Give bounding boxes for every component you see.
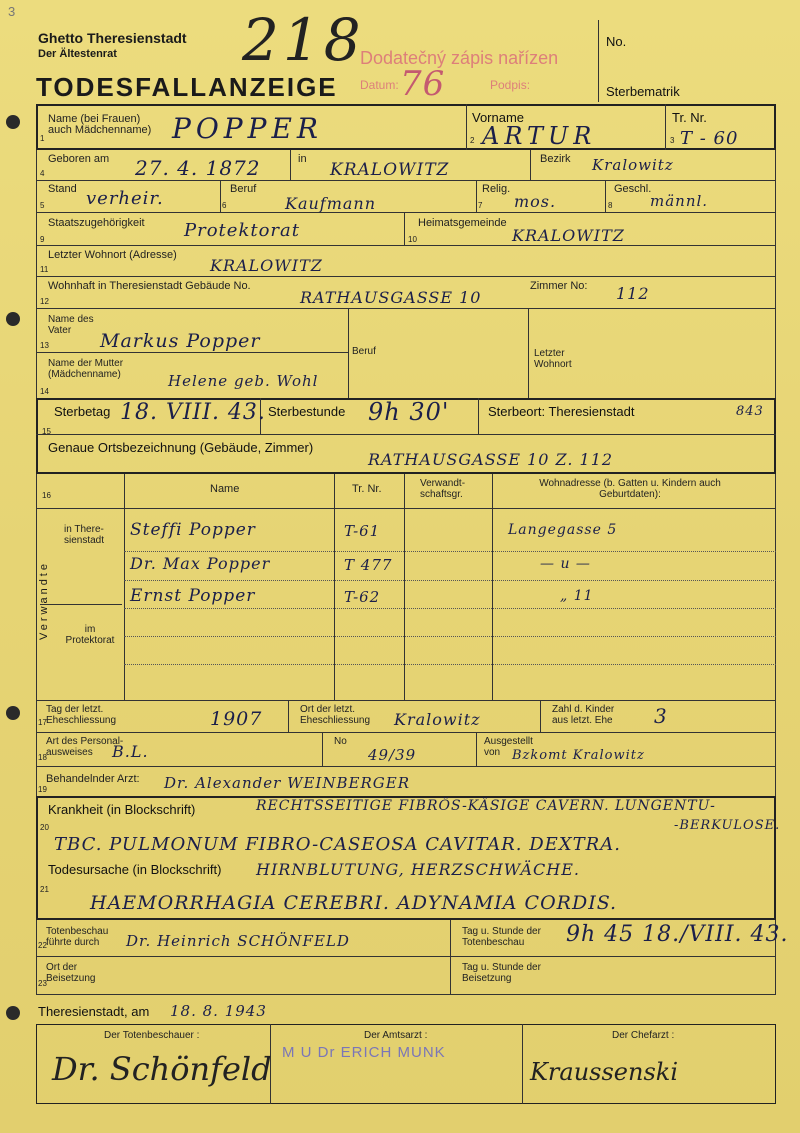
bezirk-value: Kralowitz bbox=[592, 156, 674, 174]
relative-trnr-1: T-61 bbox=[344, 522, 381, 540]
sterbetag-value: 18. VIII. 43. bbox=[120, 400, 266, 425]
krankheit-num: 20 bbox=[40, 823, 49, 832]
relative-name-1: Steffi Popper bbox=[130, 520, 256, 540]
handwritten-number: 218 bbox=[242, 6, 365, 74]
ehe-ort-value: Kralowitz bbox=[394, 710, 481, 729]
sterbeort-value: 843 bbox=[736, 404, 764, 419]
vater-num: 13 bbox=[40, 341, 49, 350]
chefarzt-signature: Kraussenski bbox=[530, 1058, 678, 1086]
ehe-tag-label: Tag der letzt. Eheschliessung bbox=[46, 704, 117, 726]
sterbestunde-value: 9h 30' bbox=[368, 398, 450, 426]
col-verw: Verwandt-schaftsgr. bbox=[420, 478, 466, 500]
stamp-datum-value: 76 bbox=[400, 64, 446, 104]
name-num: 1 bbox=[40, 134, 45, 143]
arzt-num: 19 bbox=[38, 785, 47, 794]
sterbematrik-label: Sterbematrik bbox=[606, 84, 680, 99]
staat-num: 9 bbox=[40, 235, 45, 244]
wohnort-value: KRALOWITZ bbox=[210, 256, 323, 275]
kinder-label: Zahl d. Kinder aus letzt. Ehe bbox=[552, 704, 615, 726]
totenbeschauer-signature: Dr. Schönfeld bbox=[52, 1050, 272, 1088]
sterbetag-label: Sterbetag bbox=[54, 404, 111, 419]
totenbeschau-label: Totenbeschau führte durch bbox=[46, 926, 109, 948]
im-protektorat-label: im Protektorat bbox=[65, 624, 115, 646]
beisetzung-num: 23 bbox=[38, 979, 47, 988]
todesursache-label: Todesursache (in Blockschrift) bbox=[48, 862, 222, 877]
bezirk-label: Bezirk bbox=[540, 153, 571, 165]
heimat-num: 10 bbox=[408, 235, 417, 244]
krankheit-line-1: RECHTSSEITIGE FIBRÖS-KÄSIGE CAVERN. LUNGENTU- bbox=[256, 798, 716, 814]
ausweis-num: 18 bbox=[38, 753, 47, 762]
geschl-label: Geschl. bbox=[614, 183, 652, 195]
sterbeort-label: Sterbeort: Theresienstadt bbox=[488, 404, 635, 419]
stamp-podpis-label: Podpis: bbox=[490, 78, 531, 92]
col-trnr: Tr. Nr. bbox=[352, 483, 382, 495]
col-wohn: Wohnadresse (b. Gatten u. Kindern auch Geburtdaten): bbox=[539, 478, 721, 500]
staat-value: Protektorat bbox=[184, 220, 300, 241]
stamp-datum-label: Datum: bbox=[360, 78, 399, 92]
todesursache-num: 21 bbox=[40, 885, 49, 894]
name-label: Name (bei Frauen) auch Mädchenname) bbox=[48, 113, 152, 136]
parents-wohnort-label: Letzter Wohnort bbox=[534, 348, 572, 370]
wohnort-num: 11 bbox=[40, 265, 49, 274]
relig-value: mos. bbox=[514, 192, 557, 211]
col-name: Name bbox=[210, 483, 240, 495]
beisetzung-tag-label: Tag u. Stunde der Beisetzung bbox=[462, 962, 541, 984]
zimmer-label: Zimmer No: bbox=[530, 280, 588, 292]
arzt-label: Behandelnder Arzt: bbox=[46, 773, 140, 785]
kinder-value: 3 bbox=[654, 704, 668, 728]
ort-num: 15 bbox=[42, 427, 51, 436]
trnr-num: 3 bbox=[670, 136, 675, 145]
amtsarzt-label: Der Amtsarzt : bbox=[364, 1030, 428, 1041]
heimat-label: Heimatsgemeinde bbox=[418, 217, 507, 229]
beruf-label: Beruf bbox=[230, 183, 257, 195]
wohnhaft-num: 12 bbox=[40, 297, 49, 306]
stand-label: Stand bbox=[48, 183, 77, 195]
ausgestellt-label: Ausgestellt von bbox=[484, 736, 533, 758]
ehe-tag-value: 1907 bbox=[210, 708, 263, 730]
krankheit-line-1b: -BERKULOSE. bbox=[674, 818, 781, 833]
ausgestellt-value: Bzkomt Kralowitz bbox=[512, 748, 645, 763]
wohnhaft-value: RATHAUSGASSE 10 bbox=[300, 288, 482, 307]
mutter-num: 14 bbox=[40, 387, 49, 396]
punch-hole bbox=[6, 706, 20, 720]
beruf-value: Kaufmann bbox=[285, 194, 377, 213]
relative-name-3: Ernst Popper bbox=[130, 586, 256, 606]
beruf-num: 6 bbox=[222, 201, 227, 210]
punch-hole bbox=[6, 115, 20, 129]
relative-name-2: Dr. Max Popper bbox=[130, 554, 271, 573]
relatives-num: 16 bbox=[42, 491, 51, 500]
ausweis-art-label: Art des Personal-ausweises bbox=[46, 736, 124, 758]
stamp-text: Dodatečný zápis nařízen bbox=[360, 48, 559, 68]
trnr-value: T - 60 bbox=[680, 128, 739, 149]
mutter-label: Name der Mutter (Mädchenname) bbox=[48, 358, 124, 380]
vater-value: Markus Popper bbox=[100, 330, 261, 352]
verwandte-side-label: Verwandte bbox=[38, 561, 50, 640]
zimmer-value: 112 bbox=[616, 284, 650, 303]
totenbeschau-value: Dr. Heinrich SCHÖNFELD bbox=[126, 932, 350, 950]
relig-num: 7 bbox=[478, 201, 483, 210]
form-title: TODESFALLANZEIGE bbox=[36, 72, 338, 102]
ehe-tag-num: 17 bbox=[38, 718, 47, 727]
geboren-value: 27. 4. 1872 bbox=[135, 156, 261, 180]
todesursache-line-1: HIRNBLUTUNG, HERZSCHWÄCHE. bbox=[256, 860, 580, 879]
org-line-2: Der Ältestenrat bbox=[38, 48, 117, 60]
totenbeschau-tag-label: Tag u. Stunde der Totenbeschau bbox=[462, 926, 541, 948]
vorname-value: ARTUR bbox=[482, 122, 597, 150]
trnr-label: Tr. Nr. bbox=[672, 110, 707, 125]
relig-label: Relig. bbox=[482, 183, 511, 195]
wohnort-label: Letzter Wohnort (Adresse) bbox=[48, 249, 177, 261]
sterbestunde-label: Sterbestunde bbox=[268, 404, 346, 419]
place-date-label: Theresienstadt, am bbox=[38, 1004, 150, 1019]
stand-num: 5 bbox=[40, 201, 45, 210]
krankheit-line-2: TBC. PULMONUM FIBRO-CASEOSA CAVITAR. DEXTRA. bbox=[54, 834, 621, 855]
beisetzung-ort-label: Ort der Beisetzung bbox=[46, 962, 96, 984]
relative-wohn-1: Langegasse 5 bbox=[508, 522, 618, 538]
relative-trnr-3: T-62 bbox=[344, 588, 381, 606]
name-value: POPPER bbox=[172, 112, 323, 145]
ort-value: RATHAUSGASSE 10 Z. 112 bbox=[368, 450, 614, 469]
todesursache-line-2: HAEMORRHAGIA CEREBRI. ADYNAMIA CORDIS. bbox=[90, 892, 618, 914]
vorname-num: 2 bbox=[470, 136, 475, 145]
staat-label: Staatszugehörigkeit bbox=[48, 217, 145, 229]
amtsarzt-stamp: M U Dr ERICH MUNK bbox=[282, 1044, 446, 1061]
krankheit-label: Krankheit (in Blockschrift) bbox=[48, 802, 196, 817]
stand-value: verheir. bbox=[86, 188, 164, 209]
totenbeschauer-label: Der Totenbeschauer : bbox=[104, 1030, 200, 1041]
chefarzt-label: Der Chefarzt : bbox=[612, 1030, 675, 1041]
parents-beruf-label: Beruf bbox=[352, 346, 376, 357]
ehe-ort-label: Ort der letzt. Eheschliessung bbox=[300, 704, 371, 726]
punch-hole bbox=[6, 312, 20, 326]
ausweis-no-label: No bbox=[334, 736, 347, 747]
geschl-num: 8 bbox=[608, 201, 613, 210]
relative-wohn-3: „ 11 bbox=[560, 588, 594, 604]
totenbeschau-num: 22 bbox=[38, 941, 47, 950]
relative-wohn-2: — u — bbox=[540, 556, 591, 572]
in-value: KRALOWITZ bbox=[330, 160, 450, 180]
geboren-label: Geboren am bbox=[48, 153, 110, 165]
geschl-value: männl. bbox=[650, 192, 709, 210]
in-label: in bbox=[298, 153, 307, 165]
corner-number: 3 bbox=[8, 4, 16, 19]
punch-hole bbox=[6, 1006, 20, 1020]
wohnhaft-label: Wohnhaft in Theresienstadt Gebäude No. bbox=[48, 280, 251, 292]
arzt-value: Dr. Alexander WEINBERGER bbox=[164, 774, 410, 792]
ausweis-no-value: 49/39 bbox=[368, 746, 417, 764]
org-line-1: Ghetto Theresienstadt bbox=[38, 30, 187, 46]
vater-label: Name des Vater bbox=[48, 314, 94, 336]
heimat-value: KRALOWITZ bbox=[512, 226, 625, 245]
in-theresienstadt-label: in There-sienstadt bbox=[64, 524, 105, 546]
vorname-label: Vorname bbox=[472, 110, 525, 125]
geboren-num: 4 bbox=[40, 169, 45, 178]
place-date-value: 18. 8. 1943 bbox=[170, 1002, 267, 1020]
totenbeschau-tag-value: 9h 45 18./VIII. 43. bbox=[566, 922, 789, 947]
ort-label: Genaue Ortsbezeichnung (Gebäude, Zimmer) bbox=[48, 440, 314, 455]
ausweis-art-value: B.L. bbox=[112, 742, 149, 761]
no-label: No. bbox=[606, 34, 627, 49]
relative-trnr-2: T 477 bbox=[344, 556, 393, 574]
mutter-value: Helene geb. Wohl bbox=[168, 372, 319, 390]
